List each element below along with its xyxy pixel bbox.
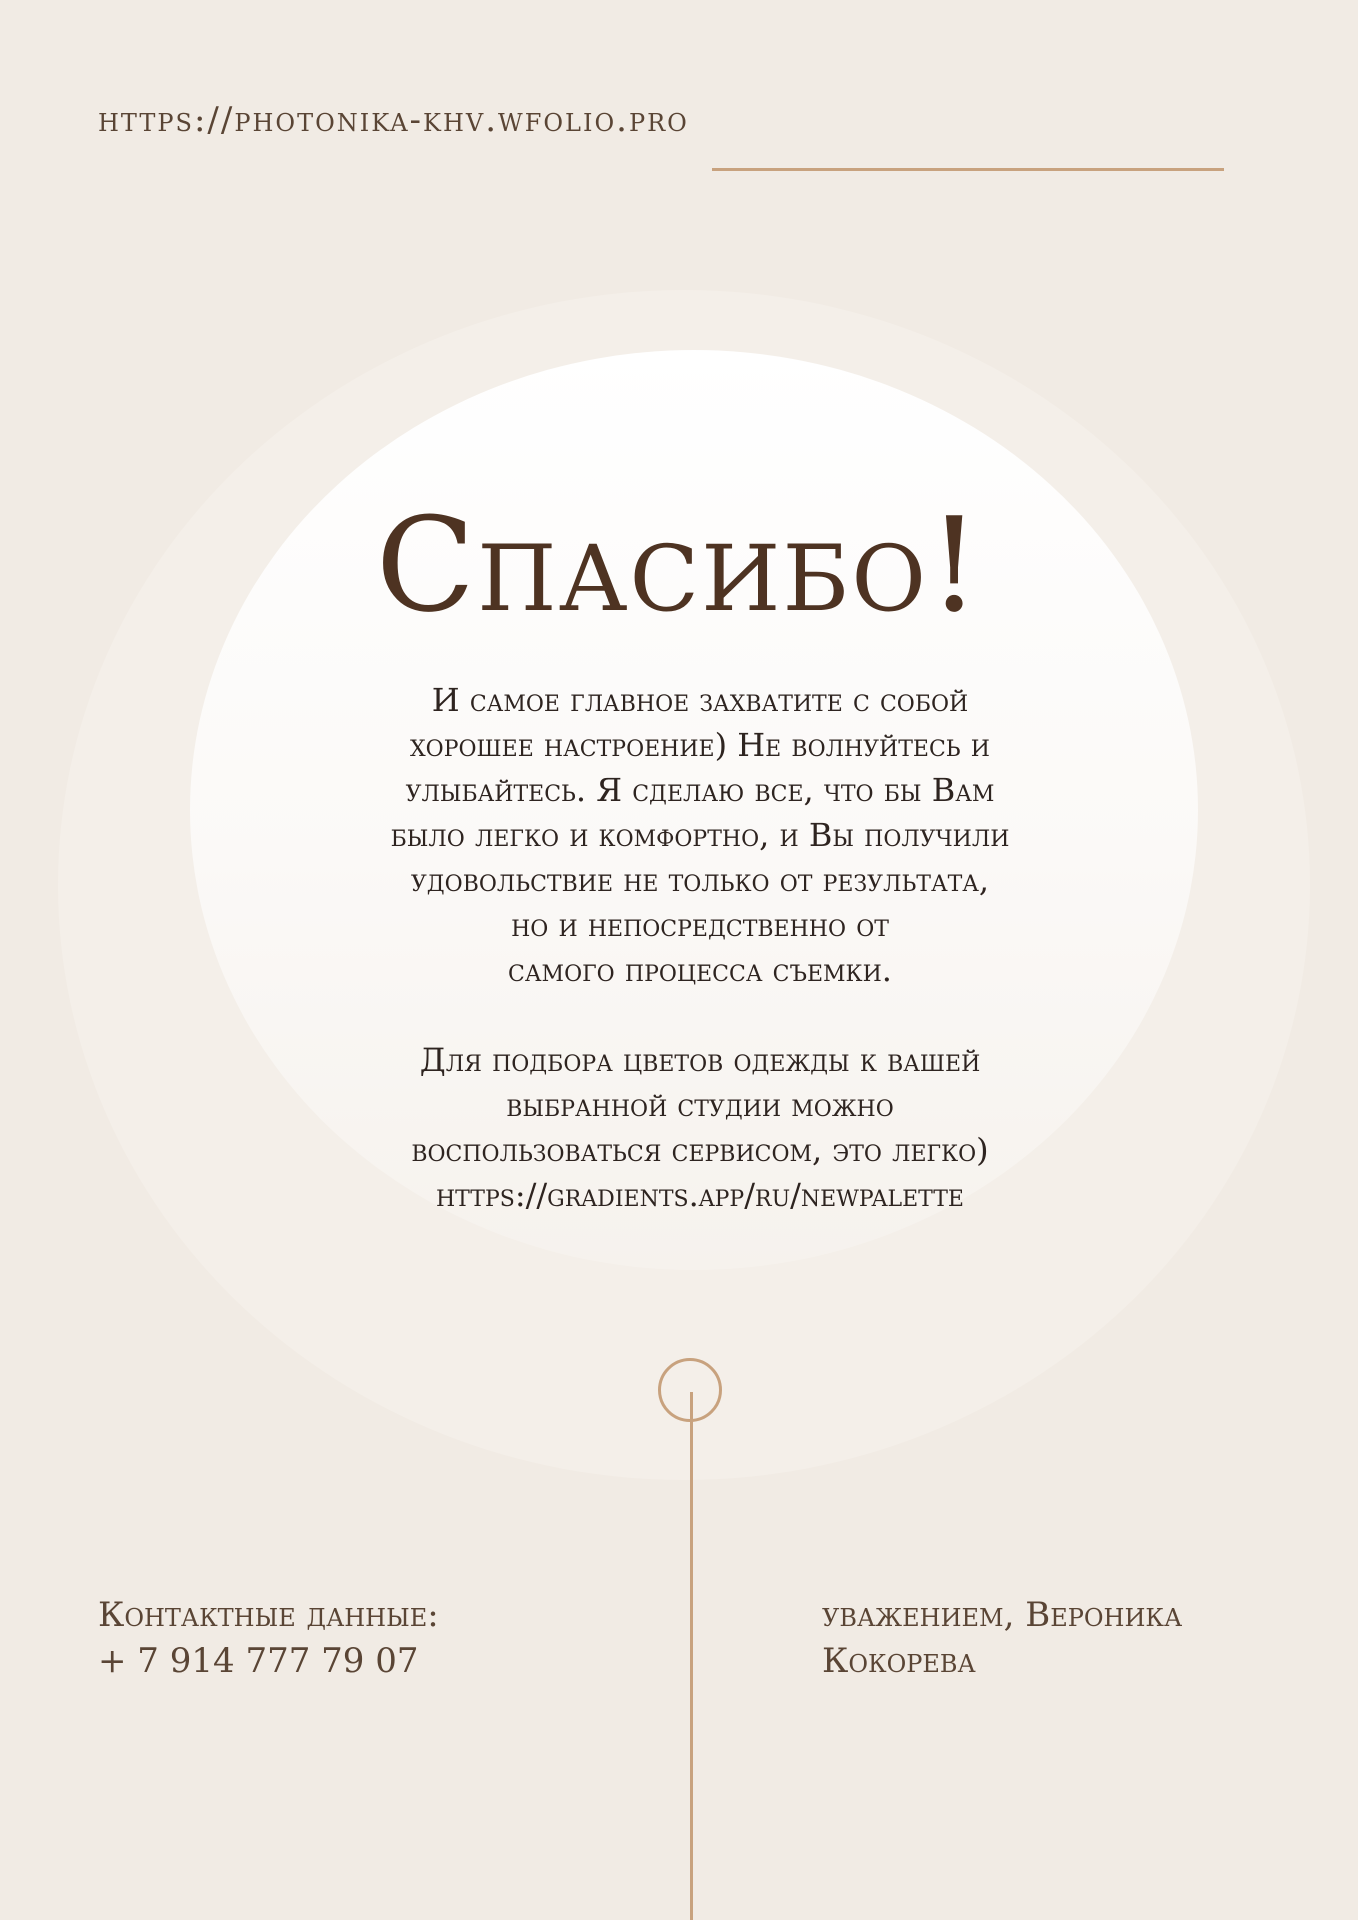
message-line: но и непосредственно от — [511, 906, 889, 944]
site-url[interactable]: https://photonika-khv.wfolio.pro — [98, 100, 689, 140]
palette-line: выбранной студии можно — [506, 1086, 894, 1124]
top-divider — [712, 168, 1224, 171]
message-line: самого процесса съемки. — [508, 951, 892, 989]
palette-line: Для подбора цветов одежды к вашей — [419, 1041, 981, 1079]
contact-block — [98, 1592, 439, 1684]
message-body — [270, 678, 1130, 1218]
signature-block — [822, 1592, 1182, 1684]
message-line: было легко и комфортно, и Вы получили — [390, 816, 1010, 854]
paragraph-spacer — [270, 993, 1130, 1038]
phone-number[interactable]: + 7 914 777 79 07 — [98, 1641, 419, 1681]
message-line: И самое главное захватите с собой — [431, 681, 969, 719]
message-line: удовольствие не только от результата, — [410, 861, 990, 899]
signature-name: Кокорева — [822, 1641, 976, 1681]
message-line: улыбайтесь. Я сделаю все, что бы Вам — [405, 771, 995, 809]
palette-line: воспользоваться сервисом, это легко) — [411, 1131, 989, 1169]
page-title: Спасибо! — [375, 489, 983, 641]
signature-line: уважением, Вероника — [822, 1595, 1183, 1635]
contact-label: Контактные данные: — [98, 1595, 439, 1635]
vertical-divider — [690, 1392, 693, 1920]
message-line: хорошее настроение) Не волнуйтесь и — [410, 726, 990, 764]
palette-link[interactable]: https://gradients.app/ru/newpalette — [436, 1176, 964, 1214]
